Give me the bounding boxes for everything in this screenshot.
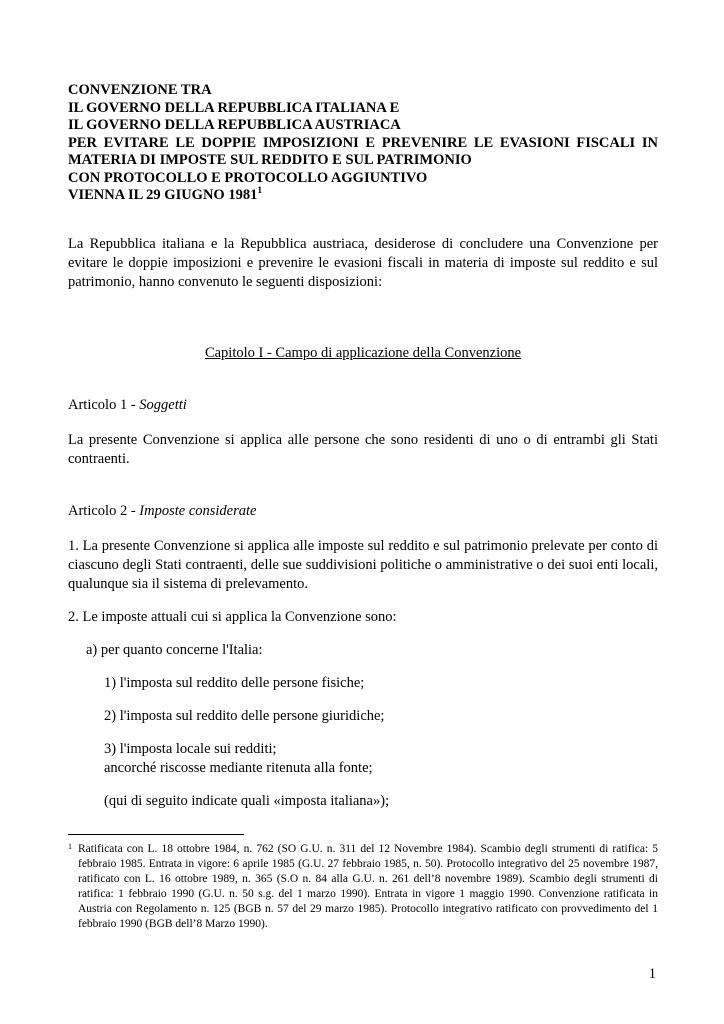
article-2-subject: Imposte considerate: [139, 502, 257, 519]
article-1-label: Articolo 1 -: [68, 396, 140, 413]
footnote-mark: 1: [68, 842, 72, 851]
chapter-heading: [68, 344, 658, 363]
footnote-separator: [68, 834, 244, 835]
title-line: MATERIA DI IMPOSTE SUL REDDITO E SUL PATRIMONIO: [68, 152, 472, 168]
footnote-reference[interactable]: 1: [257, 186, 263, 197]
article-2-paragraph-1: 1. La presente Convenzione si applica alle imposte sul reddito e sul patrimonio prelevate per conto di ciascuno degli Stati contraenti, delle sue suddivisioni politiche o amministrative o dei suoi enti locali, qualunque sia il sistema di prelevamento.: [68, 537, 658, 592]
sub-item-a: a) per quanto concerne l'Italia:: [86, 641, 263, 658]
list-item: 1) l'imposta sul reddito delle persone fisiche;: [104, 674, 365, 691]
title-line: CON PROTOCOLLO E PROTOCOLLO AGGIUNTIVO: [68, 169, 428, 186]
title-date-text: VIENNA IL 29 GIUGNO 1981: [68, 187, 258, 203]
intro-paragraph: La Repubblica italiana e la Repubblica austriaca, desiderose di concludere una Convenzione per evitare le doppie imposizioni e prevenire le evasioni fiscali in materia di imposte sul reddito e sul patrimonio, hanno convenuto le seguenti disposizioni:: [68, 235, 658, 290]
article-2-label: Articolo 2 -: [68, 502, 140, 519]
document-body: [68, 82, 658, 811]
footnote: [68, 842, 658, 932]
document-title: [68, 82, 658, 205]
title-line: IL GOVERNO DELLA REPUBBLICA ITALIANA E: [68, 99, 400, 116]
article-2-heading: [68, 502, 658, 521]
footnote-text: Ratificata con L. 18 ottobre 1984, n. 762 (SO G.U. n. 311 del 12 Novembre 1984). Scambio degli strumenti di ratifica: 5 febbraio 1985. Entrata in vigore: 6 aprile 1985 (G.U. 27 febbraio 1985, n. 50). Protocollo integrativo del 25 novembre 1987, ratificato con L. 16 ottobre 1989, n. 365 (S.O n. 84 alla G.U. n. 261 dell’8 novembre 1989). Scambio degli strumenti di ratifica: 1 febbraio 1990 (G.U. n. 50 s.g. del 1 marzo 1990). Entrata in vigore 1 maggio 1990. Convenzione ratificata in Austria con Regolamento n. 125 (BGB n. 57 del 29 marzo 1985). Protocollo integrativo ratificato con provvedimento del 1 febbraio 1990 (BGB dell’8 Marzo 1990).: [78, 843, 658, 930]
article-1-heading: [68, 396, 658, 415]
list-item-3: [68, 740, 658, 778]
title-line: IL GOVERNO DELLA REPUBBLICA AUSTRIACA: [68, 117, 401, 133]
article-2-paragraph-2: 2. Le imposte attuali cui si applica la Convenzione sono:: [68, 608, 397, 625]
article-1-text: La presente Convenzione si applica alle persone che sono residenti di uno o di entrambi gli Stati contraenti.: [68, 431, 658, 467]
list-item: 2) l'imposta sul reddito delle persone giuridiche;: [104, 707, 385, 724]
page-number: 1: [648, 966, 656, 982]
list-item-continuation: ancorché riscosse mediante ritenuta alla fonte;: [104, 759, 373, 776]
title-line: PER EVITARE LE DOPPIE IMPOSIZIONI E PREVENIRE LE EVASIONI FISCALI IN: [68, 134, 658, 151]
list-item-text: 3) l'imposta locale sui redditi;: [104, 740, 277, 757]
article-1-subject: Soggetti: [139, 396, 187, 413]
title-line-date: [68, 187, 658, 205]
italian-tax-note: (qui di seguito indicate quali «imposta italiana»);: [104, 792, 390, 809]
chapter-title: Capitolo I - Campo di applicazione della Convenzione: [204, 344, 522, 361]
title-line: CONVENZIONE TRA: [68, 82, 212, 98]
